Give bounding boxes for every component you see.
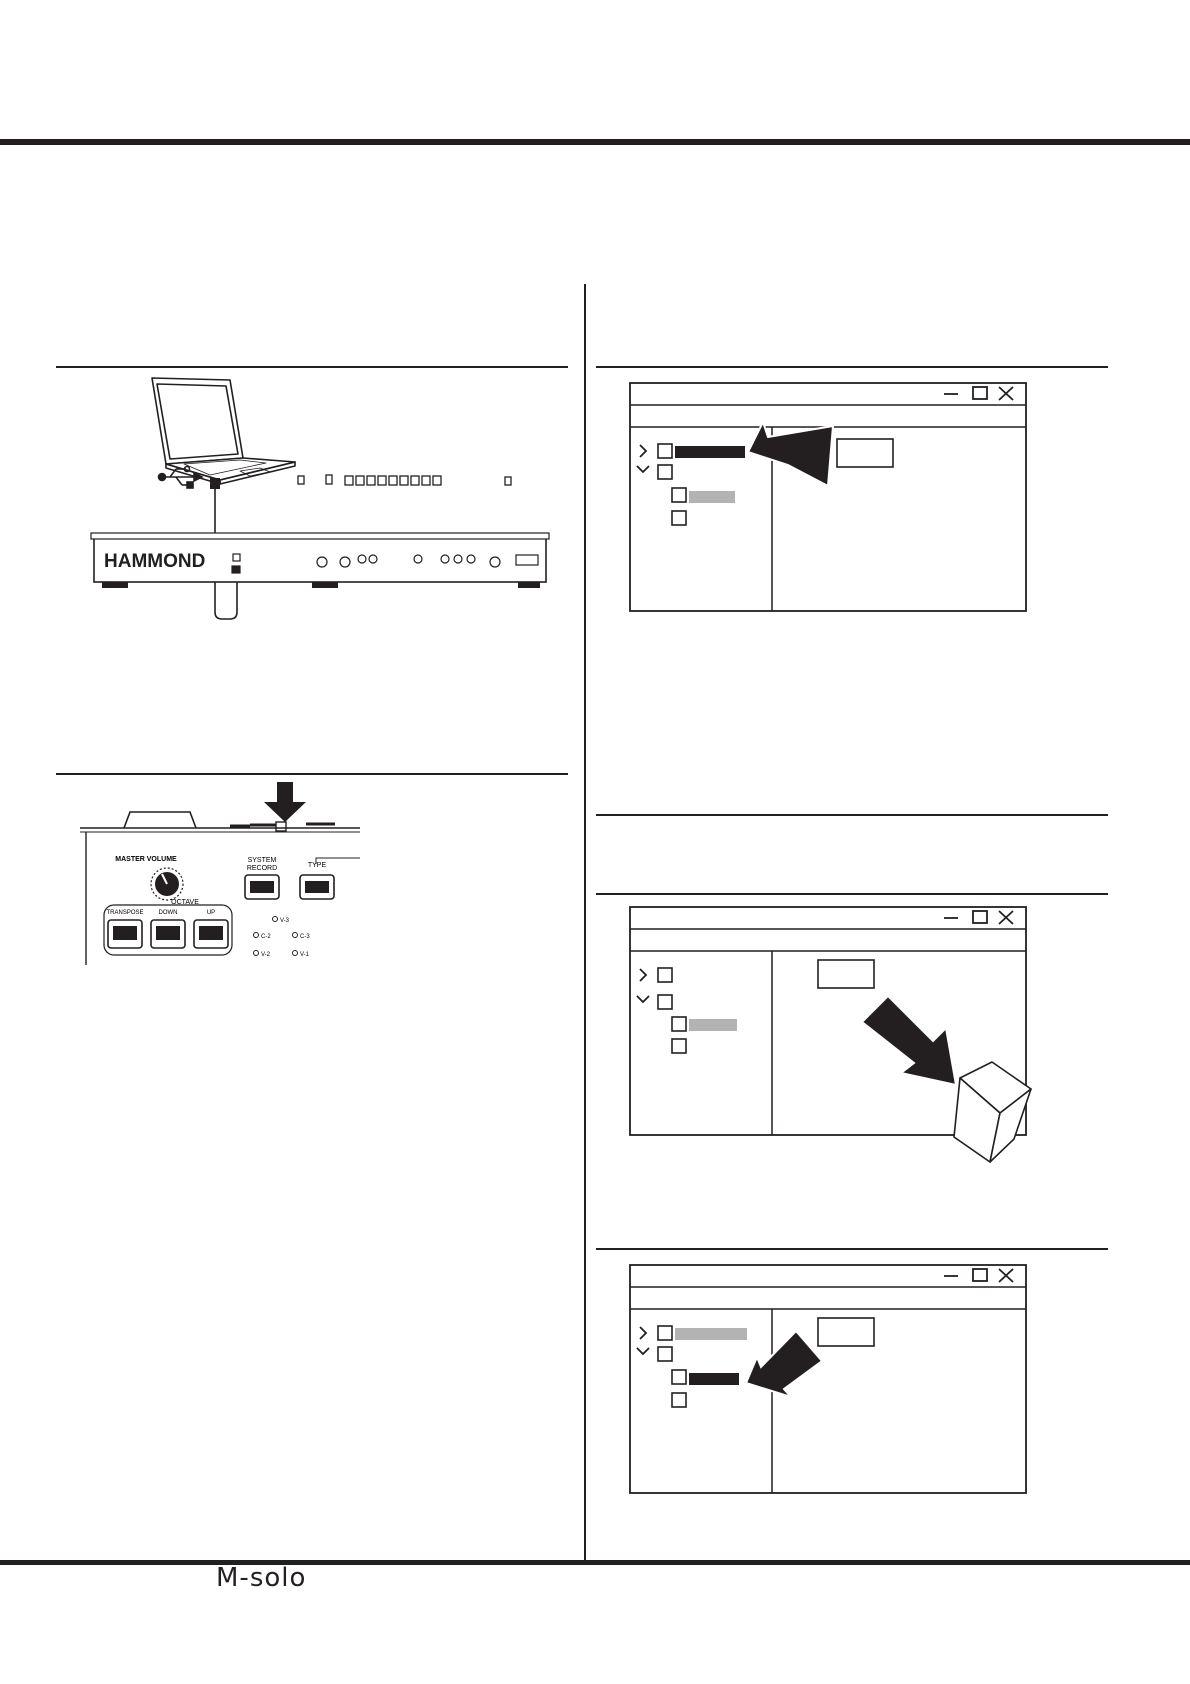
type-label: TYPE: [307, 862, 327, 869]
folder-label-gray[interactable]: [675, 1328, 747, 1340]
record-label: RECORD: [246, 865, 278, 872]
section-rule-right-1: [596, 366, 1108, 368]
column-divider: [584, 284, 586, 1560]
explorer-window-delete: [628, 905, 1040, 1165]
explorer-window-paste: [628, 1263, 1028, 1495]
type-button[interactable]: [300, 875, 334, 899]
file-item[interactable]: [818, 1318, 874, 1346]
up-label: UP: [206, 910, 216, 916]
octave-down-button[interactable]: [151, 920, 185, 948]
usb-connection-figure: [90, 376, 570, 621]
explorer-window-copy: [628, 381, 1028, 613]
master-volume-label: MASTER VOLUME: [115, 856, 177, 863]
transpose-button[interactable]: [108, 920, 142, 948]
subfolder-label[interactable]: [689, 491, 735, 503]
led-v2-label: V-2: [261, 952, 271, 958]
master-volume-knob[interactable]: [151, 868, 183, 900]
selected-folder-label[interactable]: [675, 446, 745, 458]
system-button[interactable]: [245, 875, 279, 899]
panel-figure: [80, 780, 360, 965]
system-label: SYSTEM: [247, 857, 277, 864]
led-v1-label: V-1: [300, 952, 310, 958]
file-item[interactable]: [818, 960, 874, 988]
octave-up-button[interactable]: [194, 920, 228, 948]
header-rule: [0, 139, 1190, 145]
section-rule-right-4: [596, 1248, 1108, 1250]
footer-brand: M-solo: [216, 1563, 307, 1593]
led-v3-label: V-3: [280, 918, 290, 924]
led-c3-label: C-3: [300, 934, 310, 940]
section-rule-right-3: [596, 893, 1108, 895]
led-c2-label: C-2: [261, 934, 271, 940]
footer-rule: [0, 1560, 1190, 1565]
section-rule-left-1: [56, 366, 568, 368]
octave-label: OCTAVE: [171, 899, 199, 906]
subfolder-label[interactable]: [689, 1019, 737, 1031]
down-label: DOWN: [158, 910, 178, 916]
arrow-icon: [264, 782, 306, 822]
section-rule-right-2: [596, 814, 1108, 816]
transpose-label: TRANSPOSE: [106, 910, 144, 916]
usb-port: [233, 554, 240, 561]
section-rule-left-2: [56, 773, 568, 775]
organ-logo: HAMMOND: [104, 551, 206, 572]
selected-subfolder-label[interactable]: [689, 1373, 739, 1385]
file-item[interactable]: [837, 439, 893, 467]
